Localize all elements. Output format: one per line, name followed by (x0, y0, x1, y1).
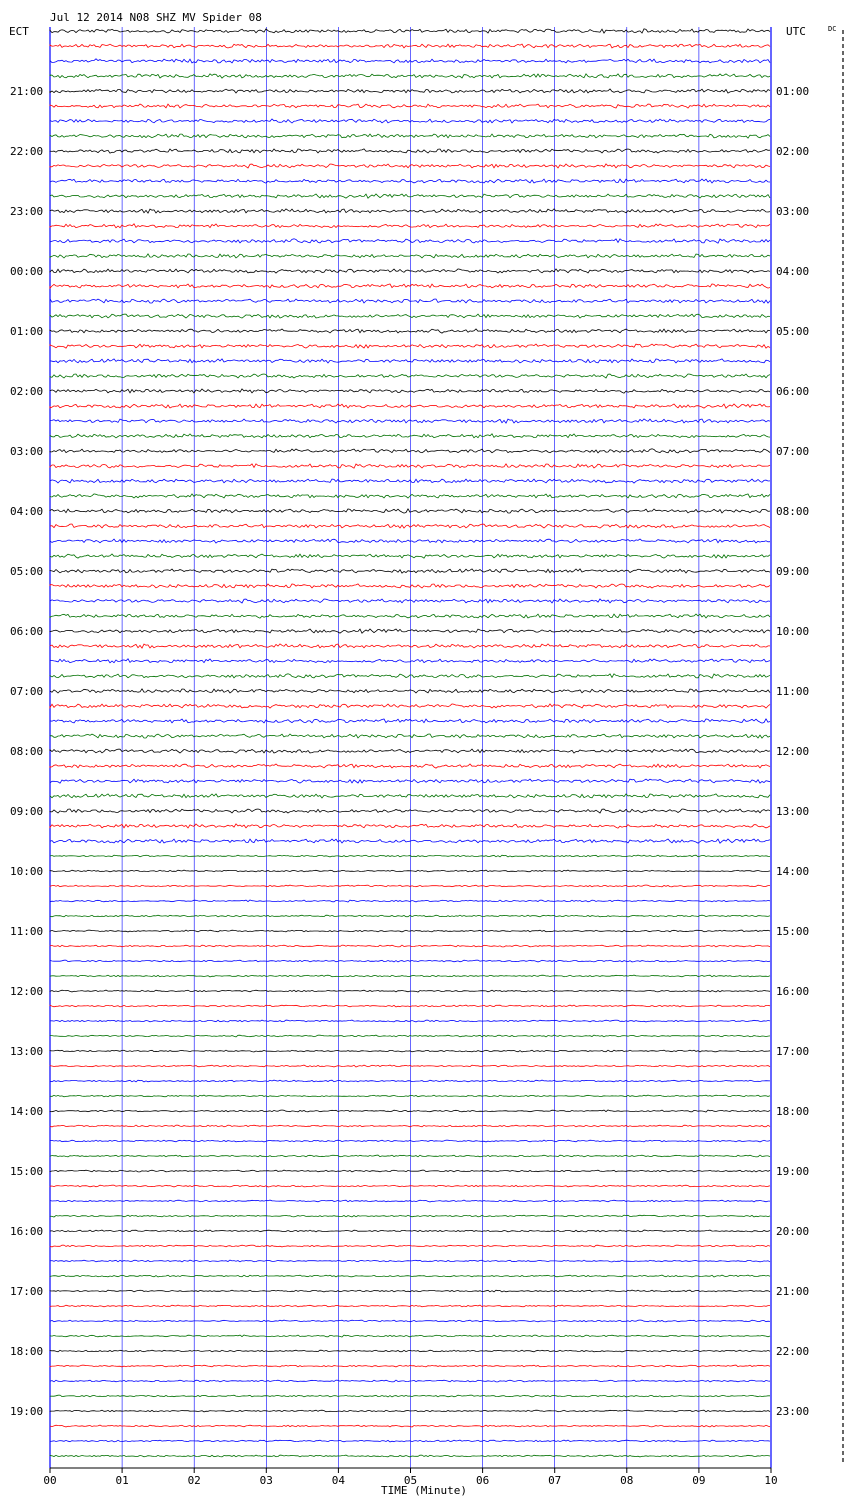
right-hour-label: 21:00 (776, 1285, 810, 1298)
x-tick-label: 03 (259, 1474, 273, 1487)
right-timezone-label: UTC (786, 25, 806, 38)
right-hour-label: 03:00 (776, 205, 810, 218)
left-hour-label: 07:00 (10, 685, 44, 698)
left-hour-label: 17:00 (10, 1285, 44, 1298)
x-tick-label: 04 (331, 1474, 346, 1487)
right-hour-label: 10:00 (776, 625, 810, 638)
right-hour-label: 07:00 (776, 445, 810, 458)
x-tick-label: 06 (475, 1474, 490, 1487)
dc-tag: DC (828, 25, 837, 33)
right-hour-label: 22:00 (776, 1345, 810, 1358)
left-hour-label: 06:00 (10, 625, 44, 638)
right-hour-label: 12:00 (776, 745, 810, 758)
right-hour-label: 19:00 (776, 1165, 810, 1178)
right-hour-label: 18:00 (776, 1105, 810, 1118)
x-tick-label: 07 (548, 1474, 562, 1487)
left-hour-label: 16:00 (10, 1225, 44, 1238)
left-hour-label: 08:00 (10, 745, 44, 758)
x-axis-label: TIME (Minute) (380, 1484, 468, 1497)
x-tick-label: 08 (620, 1474, 634, 1487)
x-tick-label: 02 (187, 1474, 201, 1487)
left-hour-label: 18:00 (10, 1345, 44, 1358)
right-hour-label: 20:00 (776, 1225, 810, 1238)
left-hour-label: 02:00 (10, 385, 44, 398)
right-hour-label: 23:00 (776, 1405, 810, 1418)
right-hour-label: 14:00 (776, 865, 810, 878)
left-hour-label: 03:00 (10, 445, 44, 458)
left-hour-label: 12:00 (10, 985, 44, 998)
right-hour-label: 17:00 (776, 1045, 810, 1058)
left-hour-label: 00:00 (10, 265, 44, 278)
right-hour-label: 04:00 (776, 265, 810, 278)
x-tick-label: 00 (43, 1474, 57, 1487)
left-hour-label: 04:00 (10, 505, 44, 518)
right-hour-label: 01:00 (776, 85, 810, 98)
left-hour-label: 13:00 (10, 1045, 44, 1058)
chart-title: Jul 12 2014 N08 SHZ MV Spider 08 (50, 11, 262, 24)
left-hour-label: 15:00 (10, 1165, 44, 1178)
left-hour-label: 11:00 (10, 925, 44, 938)
right-hour-label: 09:00 (776, 565, 810, 578)
left-hour-label: 22:00 (10, 145, 44, 158)
left-hour-label: 19:00 (10, 1405, 44, 1418)
right-hour-label: 11:00 (776, 685, 810, 698)
left-hour-label: 05:00 (10, 565, 44, 578)
right-hour-label: 02:00 (776, 145, 810, 158)
left-timezone-label: ECT (9, 25, 29, 38)
left-hour-label: 09:00 (10, 805, 44, 818)
right-hour-label: 13:00 (776, 805, 810, 818)
left-hour-label: 23:00 (10, 205, 44, 218)
x-tick-label: 10 (764, 1474, 778, 1487)
right-hour-label: 05:00 (776, 325, 810, 338)
right-hour-label: 06:00 (776, 385, 810, 398)
left-hour-label: 10:00 (10, 865, 44, 878)
left-hour-label: 01:00 (10, 325, 44, 338)
x-tick-label: 05 (403, 1474, 418, 1487)
left-hour-label: 14:00 (10, 1105, 44, 1118)
x-tick-label: 01 (115, 1474, 129, 1487)
right-hour-label: 15:00 (776, 925, 810, 938)
left-hour-label: 21:00 (10, 85, 44, 98)
right-hour-label: 08:00 (776, 505, 810, 518)
x-tick-label: 09 (692, 1474, 706, 1487)
right-hour-label: 16:00 (776, 985, 810, 998)
